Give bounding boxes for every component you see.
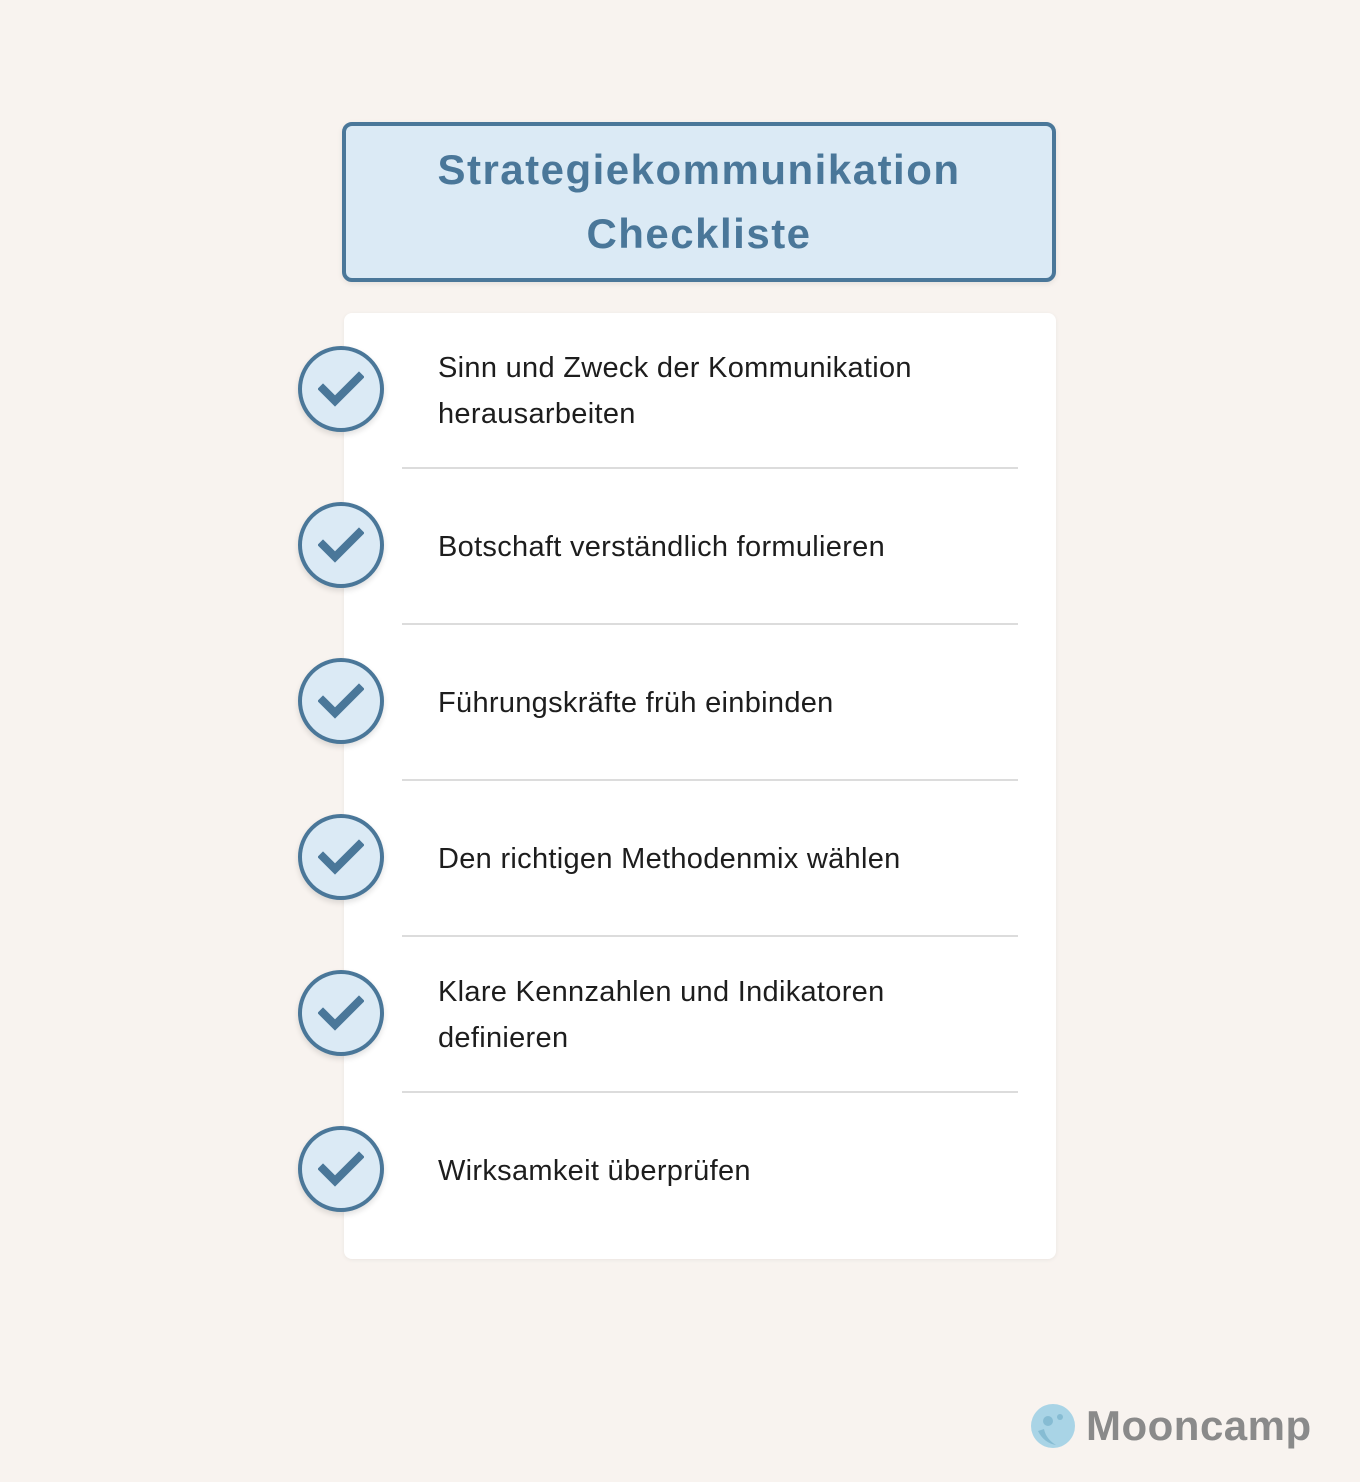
checklist-item-label: Botschaft verständlich formulieren [438, 531, 886, 563]
title-line-1: Strategiekommunikation [437, 146, 961, 193]
checkmark-circle-icon [298, 1126, 384, 1212]
checklist-title-box [342, 122, 1056, 282]
checklist-card [344, 313, 1056, 1259]
checkmark-circle-icon [298, 814, 384, 900]
checklist-item-label: Klare Kennzahlen und Indikatoren definieren [438, 976, 885, 1054]
moon-logo-icon [1030, 1403, 1076, 1449]
checklist-item-label: Sinn und Zweck der Kommunikation herausarbeiten [438, 352, 912, 430]
checkmark-circle-icon [298, 346, 384, 432]
title-line-2: Checkliste [586, 210, 812, 257]
checklist-item [344, 469, 1056, 625]
brand-name: Mooncamp [1086, 1402, 1312, 1449]
checklist-item [344, 625, 1056, 781]
checklist-item-label: Führungskräfte früh einbinden [438, 687, 834, 719]
checklist-item-label: Wirksamkeit überprüfen [438, 1155, 751, 1187]
checklist-item [344, 313, 1056, 469]
checkmark-circle-icon [298, 502, 384, 588]
checklist-item-label: Den richtigen Methodenmix wählen [438, 843, 901, 875]
checklist-item [344, 937, 1056, 1093]
checkmark-circle-icon [298, 970, 384, 1056]
brand-logo [1030, 1402, 1312, 1450]
checklist-item [344, 781, 1056, 937]
checkmark-circle-icon [298, 658, 384, 744]
checklist-item [344, 1093, 1056, 1249]
